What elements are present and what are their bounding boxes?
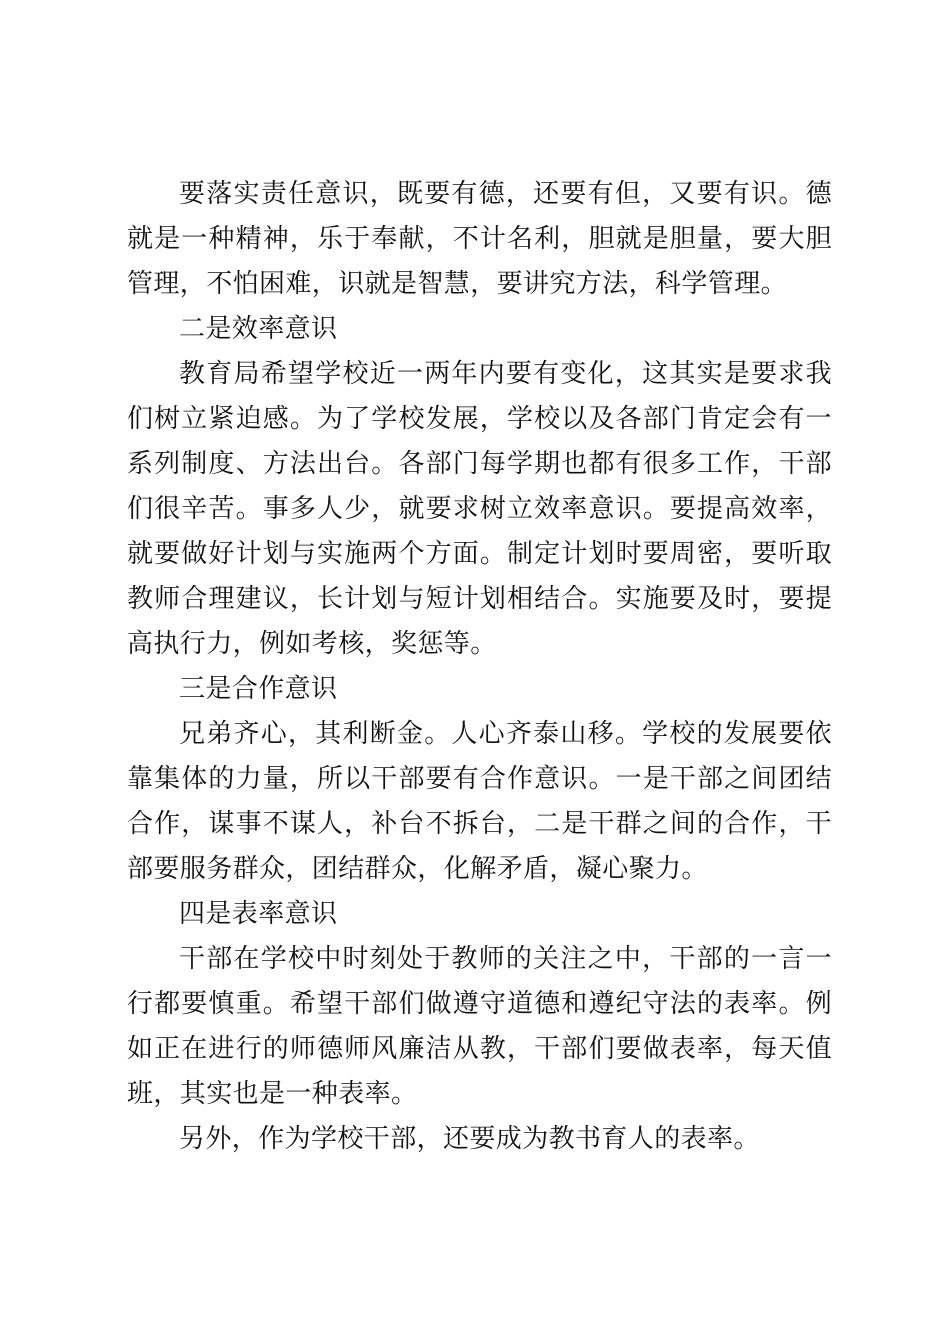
heading-efficiency: 二是效率意识 (179, 314, 338, 344)
paragraph-efficiency: 教育局希望学校近一两年内要有变化，这其实是要求我们树立紧迫感。为了学校发展，学校以及各部门肯定会有一系列制度、方法出台。各部门每学期也都有很多工作，干部们很辛苦。事多人少，就要求树立效率意识。要提高效率，就要做好计划与实施两个方面。制定计划时要周密，要听取教师合理建议，长计划与短计划相结合。实施要及时，要提高执行力，例如考核，奖惩等。 (127, 359, 832, 659)
heading-example: 四是表率意识 (179, 899, 338, 929)
paragraph-responsibility: 要落实责任意识，既要有德，还要有但，又要有识。德就是一种精神，乐于奉献，不计名利，胆就是胆量，要大胆管理，不怕困难，识就是智慧，要讲究方法，科学管理。 (127, 179, 832, 299)
document-body (127, 172, 832, 1162)
paragraph-cooperation: 兄弟齐心，其利断金。人心齐泰山移。学校的发展要依靠集体的力量，所以干部要有合作意识。一是干部之间团结合作，谋事不谋人，补台不拆台，二是干群之间的合作，干部要服务群众，团结群众，化解矛盾，凝心聚力。 (127, 719, 832, 884)
paragraph-closing: 另外，作为学校干部，还要成为教书育人的表率。 (179, 1124, 760, 1154)
paragraph-example: 干部在学校中时刻处于教师的关注之中，干部的一言一行都要慎重。希望干部们做遵守道德和遵纪守法的表率。例如正在进行的师德师风廉洁从教，干部们要做表率，每天值班，其实也是一种表率。 (127, 944, 832, 1109)
heading-cooperation: 三是合作意识 (179, 674, 338, 704)
